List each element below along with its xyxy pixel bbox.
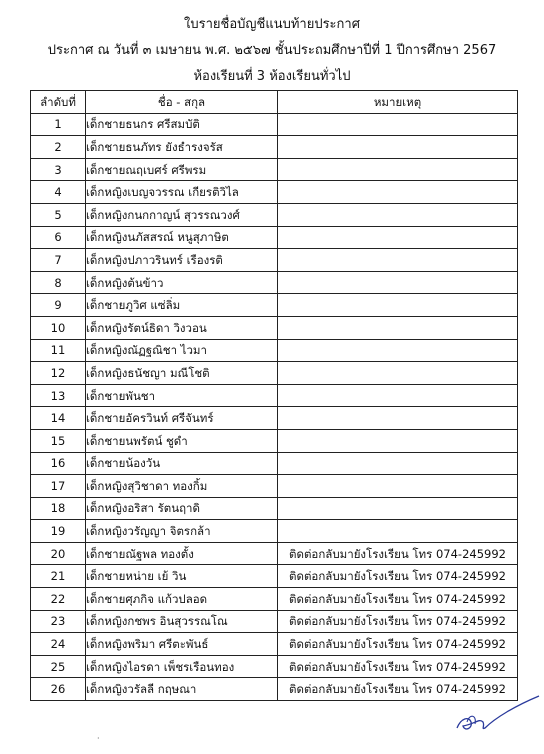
row-number-cell: 10 <box>31 316 86 339</box>
student-name-cell: เด็กหญิงไอรดา เพ็ชรเรือนทอง <box>86 655 278 678</box>
row-number-cell: 25 <box>31 655 86 678</box>
remark-cell <box>278 181 518 204</box>
table-row <box>31 136 518 159</box>
row-number-cell: 7 <box>31 249 86 272</box>
table-row <box>31 475 518 498</box>
remark-cell <box>278 520 518 543</box>
row-number-cell: 19 <box>31 520 86 543</box>
table-row <box>31 158 518 181</box>
row-number-cell: 26 <box>31 678 86 701</box>
remark-cell <box>278 294 518 317</box>
remark-cell <box>278 339 518 362</box>
table-row <box>31 113 518 136</box>
row-number-cell: 20 <box>31 542 86 565</box>
row-number-cell: 15 <box>31 429 86 452</box>
table-row <box>31 655 518 678</box>
student-name-cell: เด็กหญิงธนัชญา มณีโชติ <box>86 362 278 385</box>
student-name-cell: เด็กชายนพรัตน์ ชูดำ <box>86 429 278 452</box>
remark-cell <box>278 113 518 136</box>
table-row <box>31 497 518 520</box>
table-row <box>31 542 518 565</box>
remark-cell <box>278 429 518 452</box>
student-name-cell: เด็กชายณัฐพล ทองตั้ง <box>86 542 278 565</box>
remark-cell <box>278 271 518 294</box>
row-number-cell: 24 <box>31 633 86 656</box>
remark-cell <box>278 316 518 339</box>
column-header-remark: หมายเหตุ <box>278 91 518 114</box>
remark-cell <box>278 407 518 430</box>
student-name-cell: เด็กหญิงวรัลลี กฤษณา <box>86 678 278 701</box>
remark-cell: ติดต่อกลับมายังโรงเรียน โทร 074-245992 <box>278 633 518 656</box>
table-row <box>31 226 518 249</box>
row-number-cell: 8 <box>31 271 86 294</box>
table-header-row <box>31 91 518 114</box>
table-row <box>31 678 518 701</box>
remark-cell <box>278 497 518 520</box>
remark-cell <box>278 226 518 249</box>
signature-icon <box>455 688 540 738</box>
row-number-cell: 21 <box>31 565 86 588</box>
document-title: ใบรายชื่อบัญชีแนบท้ายประกาศ <box>184 17 360 32</box>
row-number-cell: 3 <box>31 158 86 181</box>
row-number-cell: 18 <box>31 497 86 520</box>
row-number-cell: 17 <box>31 475 86 498</box>
table-row <box>31 339 518 362</box>
table-row <box>31 429 518 452</box>
table-row <box>31 565 518 588</box>
table-row <box>31 362 518 385</box>
remark-cell <box>278 203 518 226</box>
student-name-cell: เด็กชายณฤเบศร์ ศรีพรม <box>86 158 278 181</box>
table-row <box>31 384 518 407</box>
table-row <box>31 633 518 656</box>
remark-cell: ติดต่อกลับมายังโรงเรียน โทร 074-245992 <box>278 678 518 701</box>
stray-mark: · <box>97 734 100 743</box>
remark-cell <box>278 452 518 475</box>
row-number-cell: 4 <box>31 181 86 204</box>
student-name-cell: เด็กหญิงรัตน์ธิดา วิงวอน <box>86 316 278 339</box>
student-name-cell: เด็กหญิงอริสา รัตนฤาดิ <box>86 497 278 520</box>
column-header-name: ชื่อ - สกุล <box>86 91 278 114</box>
student-name-cell: เด็กหญิงปภาวรินทร์ เรืองรติ <box>86 249 278 272</box>
row-number-cell: 16 <box>31 452 86 475</box>
student-name-cell: เด็กหญิงต้นข้าว <box>86 271 278 294</box>
student-name-cell: เด็กชายน้องวัน <box>86 452 278 475</box>
table-row <box>31 610 518 633</box>
row-number-cell: 14 <box>31 407 86 430</box>
remark-cell <box>278 475 518 498</box>
remark-cell: ติดต่อกลับมายังโรงเรียน โทร 074-245992 <box>278 655 518 678</box>
student-name-cell: เด็กชายอัครวินท์ ศรีจันทร์ <box>86 407 278 430</box>
row-number-cell: 6 <box>31 226 86 249</box>
student-name-cell: เด็กหญิงกนกกาญน์ สุวรรณวงศ์ <box>86 203 278 226</box>
student-name-cell: เด็กหญิงเบญจวรรณ เกียรติวิไล <box>86 181 278 204</box>
announcement-line: ประกาศ ณ วันที่ ๓ เมษายน พ.ศ. ๒๕๖๗ ชั้นประถมศึกษาปีที่ 1 ปีการศึกษา 2567 <box>47 43 497 58</box>
column-header-number: ลำดับที่ <box>31 91 86 114</box>
table-row <box>31 181 518 204</box>
row-number-cell: 1 <box>31 113 86 136</box>
table-row <box>31 271 518 294</box>
table-row <box>31 249 518 272</box>
remark-cell <box>278 249 518 272</box>
remark-cell: ติดต่อกลับมายังโรงเรียน โทร 074-245992 <box>278 588 518 611</box>
row-number-cell: 12 <box>31 362 86 385</box>
table-row <box>31 588 518 611</box>
remark-cell: ติดต่อกลับมายังโรงเรียน โทร 074-245992 <box>278 565 518 588</box>
remark-cell: ติดต่อกลับมายังโรงเรียน โทร 074-245992 <box>278 610 518 633</box>
student-name-cell: เด็กหญิงวรัญญา จิตรกล้า <box>86 520 278 543</box>
classroom-line: ห้องเรียนที่ 3 ห้องเรียนทั่วไป <box>193 69 351 84</box>
student-name-cell: เด็กชายธนกร ศรีสมบัติ <box>86 113 278 136</box>
student-name-cell: เด็กชายพันชา <box>86 384 278 407</box>
row-number-cell: 11 <box>31 339 86 362</box>
student-name-cell: เด็กชายภูวิศ แซ่ลิ่ม <box>86 294 278 317</box>
student-name-cell: เด็กหญิงณัฏฐณิชา ไวมา <box>86 339 278 362</box>
table-row <box>31 203 518 226</box>
remark-cell: ติดต่อกลับมายังโรงเรียน โทร 074-245992 <box>278 542 518 565</box>
remark-cell <box>278 384 518 407</box>
student-roster-table <box>30 90 518 701</box>
student-name-cell: เด็กชายธนภัทร ยังธำรงจรัส <box>86 136 278 159</box>
student-name-cell: เด็กหญิงพริมา ศรีตะพันธ์ <box>86 633 278 656</box>
student-name-cell: เด็กชายศุภกิจ แก้วปลอด <box>86 588 278 611</box>
table-row <box>31 294 518 317</box>
remark-cell <box>278 158 518 181</box>
remark-cell <box>278 136 518 159</box>
table-row <box>31 316 518 339</box>
row-number-cell: 23 <box>31 610 86 633</box>
table-row <box>31 407 518 430</box>
row-number-cell: 5 <box>31 203 86 226</box>
row-number-cell: 13 <box>31 384 86 407</box>
table-row <box>31 520 518 543</box>
student-name-cell: เด็กชายหน่าย เย้ วิน <box>86 565 278 588</box>
student-name-cell: เด็กหญิงนภัสสรณ์ หนูสุภาษิต <box>86 226 278 249</box>
remark-cell <box>278 362 518 385</box>
student-name-cell: เด็กหญิงกชพร อินสุวรรณโณ <box>86 610 278 633</box>
row-number-cell: 2 <box>31 136 86 159</box>
row-number-cell: 22 <box>31 588 86 611</box>
student-name-cell: เด็กหญิงสุวิชาดา ทองกิ้ม <box>86 475 278 498</box>
row-number-cell: 9 <box>31 294 86 317</box>
table-row <box>31 452 518 475</box>
